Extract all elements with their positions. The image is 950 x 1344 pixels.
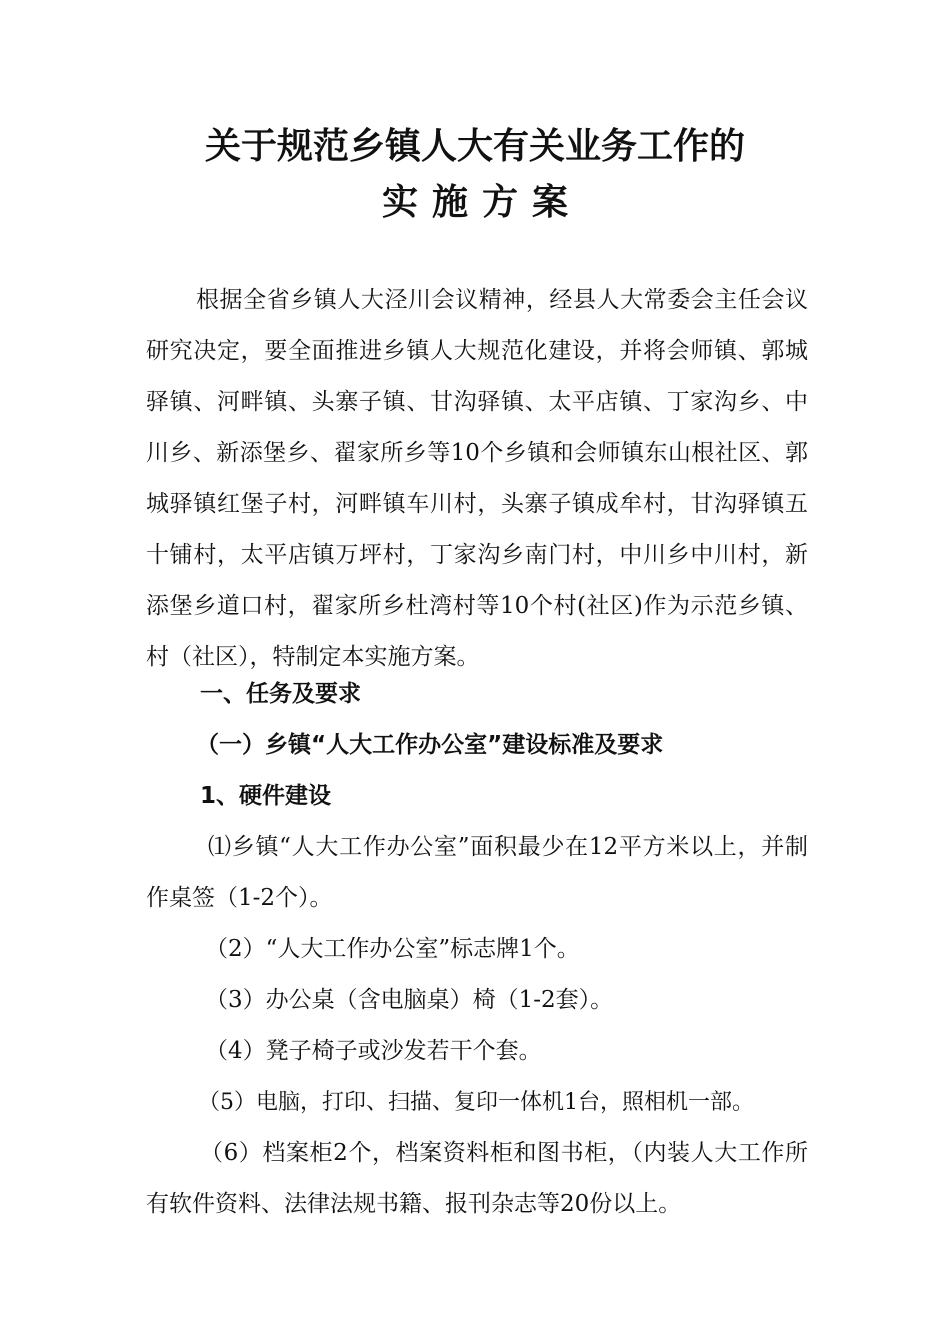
list-item-2: （2）“人大工作办公室”标志牌1个。 xyxy=(205,936,580,962)
subsection-heading: （一）乡镇“人大工作办公室”建设标准及要求 xyxy=(196,732,664,758)
intro-paragraph: 根据全省乡镇人大泾川会议精神，经县人大常委会主任会议研究决定，要全面推进乡镇人大规范化建设，并将会师镇、郭城驿镇、河畔镇、头寨子镇、甘沟驿镇、太平店镇、丁家沟乡、中川乡、新添堡乡、翟家所乡等10个乡镇和会师镇东山根社区、郭城驿镇红堡子村，河畔镇车川村，头寨子镇成牟村，甘沟驿镇五十铺村，太平店镇万坪村，丁家沟乡南门村，中川乡中川村，新添堡乡道口村，翟家所乡杜湾村等10个村(社区)作为示范乡镇、村（社区），特制定本实施方案。 xyxy=(146,287,808,670)
list-item-3: （3）办公桌（含电脑桌）椅（1-2套）。 xyxy=(205,987,614,1013)
document-title-line-1: 关于规范乡镇人大有关业务工作的 xyxy=(204,125,745,167)
list-item-4: （4）凳子椅子或沙发若干个套。 xyxy=(205,1038,542,1064)
list-item-1: ⑴乡镇“人大工作办公室”面积最少在12平方米以上，并制作桌签（1-2个）。 xyxy=(146,834,808,911)
list-item-6: （6）档案柜2个，档案资料柜和图书柜，（内装人大工作所有软件资料、法律法规书籍、报刊杂志等20份以上。 xyxy=(146,1140,808,1217)
section-heading: 一、任务及要求 xyxy=(200,681,361,707)
item-heading: 1、硬件建设 xyxy=(200,783,332,809)
document-title-line-2: 实施方案 xyxy=(381,181,582,223)
list-item-5: （5）电脑，打印、扫描、复印一体机1台，照相机一部。 xyxy=(198,1090,754,1115)
